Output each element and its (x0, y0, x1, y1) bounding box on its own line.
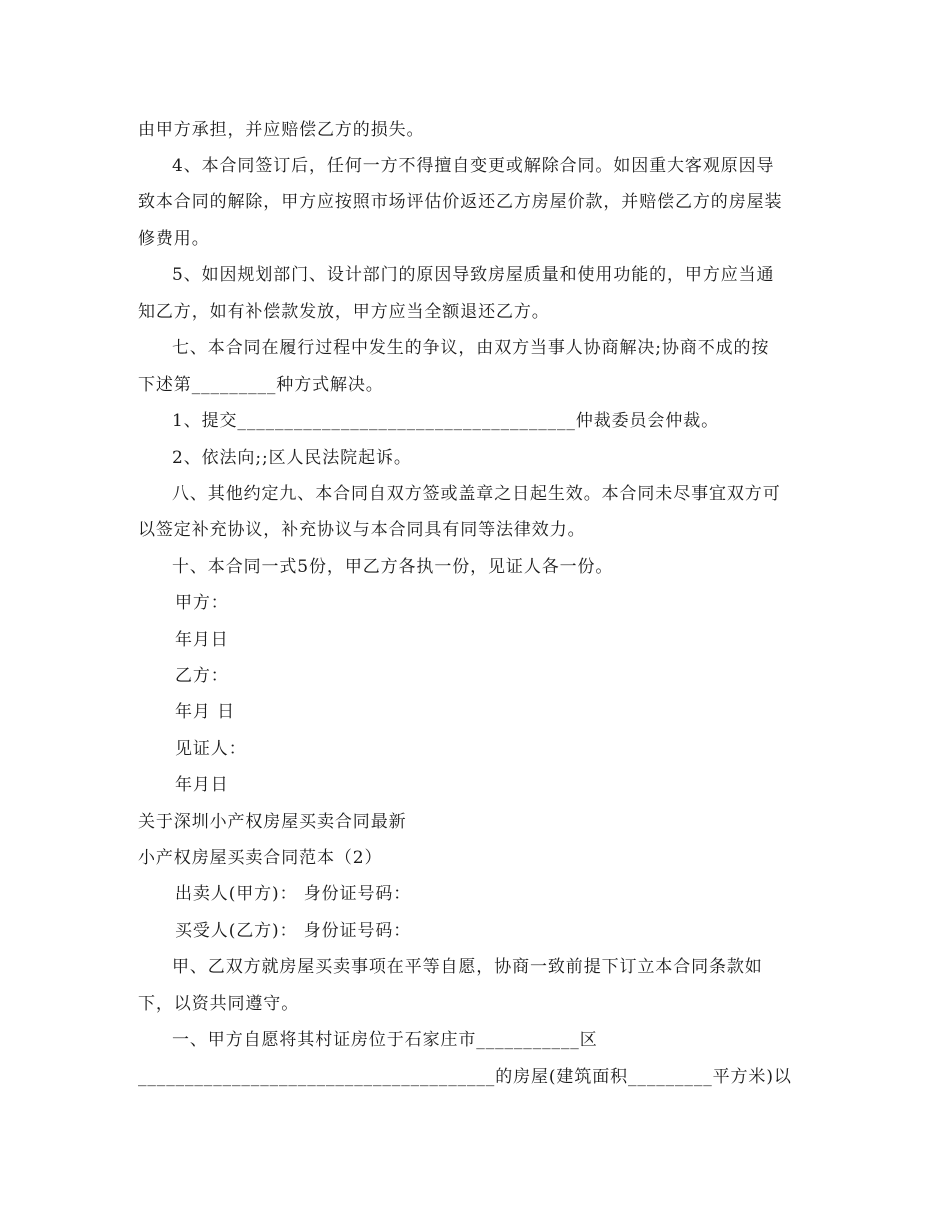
signature-date: 年月日 (175, 630, 229, 650)
text-line: 下，以资共同遵守。 (138, 994, 300, 1014)
text-line: 甲、乙双方就房屋买卖事项在平等自愿，协商一致前提下订立本合同条款如 (172, 957, 763, 977)
text-line: 八、其他约定九、本合同自双方签或盖章之日起生效。本合同未尽事宜双方可 (172, 484, 781, 504)
text-line: 2、依法向;;区人民法院起诉。 (172, 448, 412, 468)
text-line: ______________________________________的房屋(建筑面积_________平方米)以 (138, 1067, 792, 1087)
text-line: 由甲方承担，并应赔偿乙方的损失。 (138, 120, 425, 140)
signature-date: 年月 日 (175, 702, 236, 722)
text-line: 1、提交____________________________________仲裁委员会仲裁。 (172, 411, 720, 431)
text-line: 七、本合同在履行过程中发生的争议，由双方当事人协商解决;协商不成的按 (172, 338, 770, 358)
signature-date: 年月日 (175, 775, 229, 795)
seller-line: 出卖人(甲方)： 身份证号码： (175, 884, 412, 904)
witness-label: 见证人： (175, 739, 247, 759)
signature-party-a-label: 甲方： (175, 593, 229, 613)
text-line: 致本合同的解除，甲方应按照市场评估价返还乙方房屋价款，并赔偿乙方的房屋装 (138, 192, 783, 212)
text-line: 十、本合同一式5份，甲乙方各执一份，见证人各一份。 (172, 557, 614, 577)
signature-party-b-label: 乙方： (175, 666, 229, 686)
text-line: 4、本合同签订后，任何一方不得擅自变更或解除合同。如因重大客观原因导 (172, 156, 775, 176)
text-line: 一、甲方自愿将其村证房位于石家庄市___________区 (172, 1030, 598, 1050)
text-line: 知乙方，如有补偿款发放，甲方应当全额退还乙方。 (138, 302, 550, 322)
text-line: 下述第_________种方式解决。 (138, 375, 384, 395)
text-line: 以签定补充协议，补充协议与本合同具有同等法律效力。 (138, 520, 586, 540)
section-subheading: 小产权房屋买卖合同范本（2） (138, 848, 383, 868)
text-line: 修费用。 (138, 229, 210, 249)
buyer-line: 买受人(乙方)： 身份证号码： (175, 921, 412, 941)
text-line: 5、如因规划部门、设计部门的原因导致房屋质量和使用功能的，甲方应当通 (172, 265, 775, 285)
section-heading: 关于深圳小产权房屋买卖合同最新 (138, 812, 407, 832)
